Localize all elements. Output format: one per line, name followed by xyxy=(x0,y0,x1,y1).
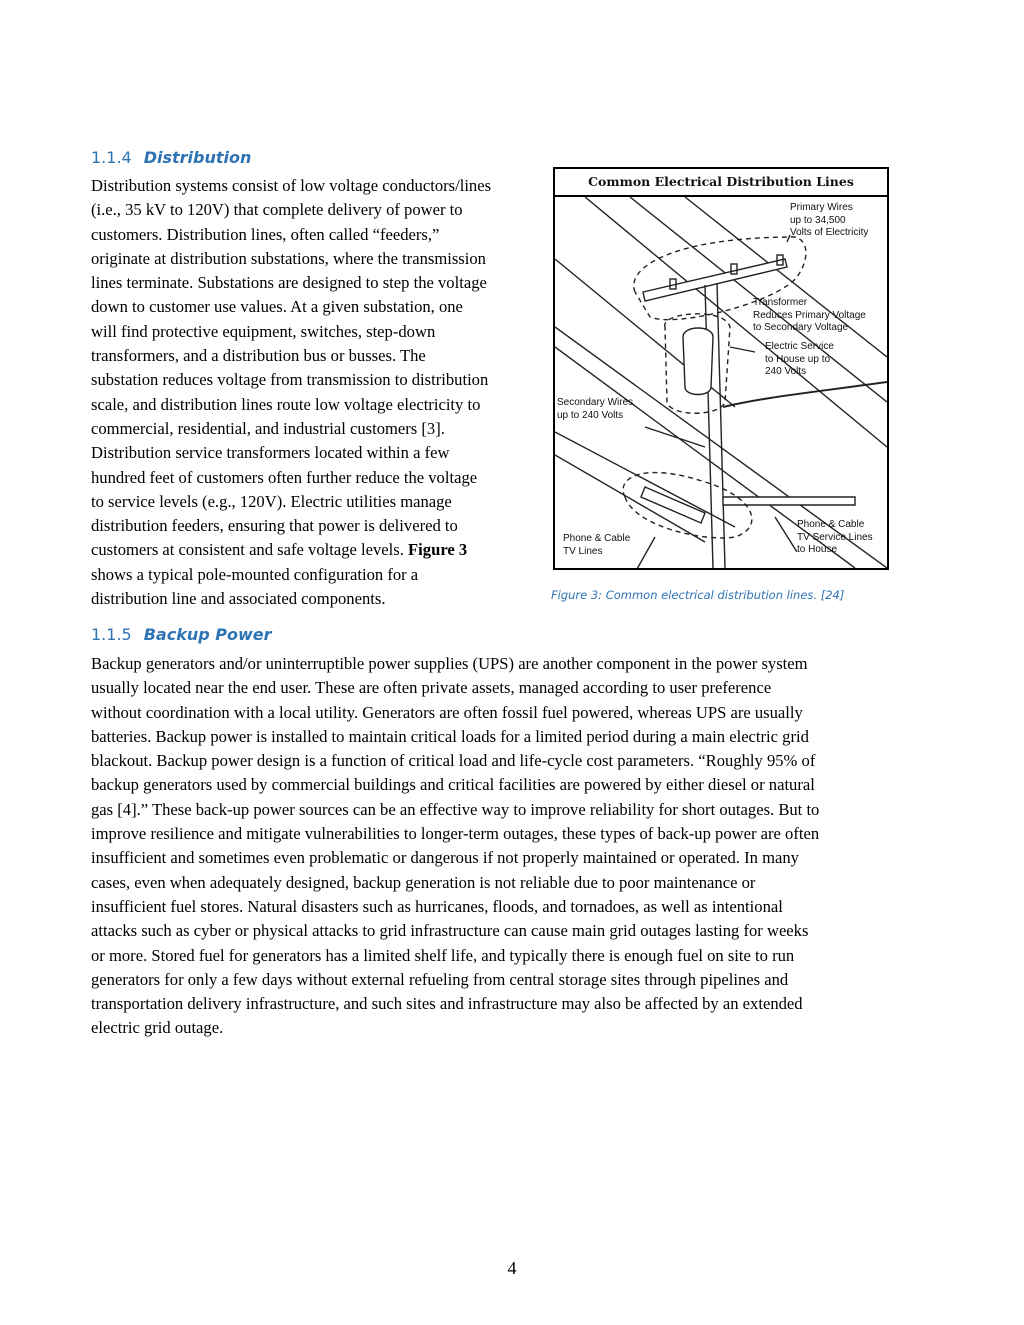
paragraph-line: Distribution systems consist of low voltage conductors/lines xyxy=(91,176,492,195)
paragraph-line: distribution line and associated components. xyxy=(91,589,386,609)
figure-title: Common Electrical Distribution Lines xyxy=(553,167,889,197)
paragraph-line: insufficient fuel stores. Natural disasters such as hurricanes, floods, and tornadoes, as well as intentional xyxy=(91,896,783,916)
paragraph-line xyxy=(91,538,491,562)
paragraph-line: (i.e., 35 kV to 120V) that complete delivery of power to xyxy=(91,200,463,220)
paragraph-line: blackout. Backup power design is a function of critical load and life-cycle cost parameters. “Roughly 95% of xyxy=(91,751,816,771)
paragraph-line: backup generators used by commercial buildings and critical facilities are powered by either diesel or natural xyxy=(91,775,815,795)
paragraph-line: Distribution service transformers located within a few xyxy=(91,443,450,463)
paragraph-line: customers. Distribution lines, often called “feeders,” xyxy=(91,224,440,244)
paragraph-line: distribution feeders, ensuring that power is delivered to xyxy=(91,516,458,536)
label-electric-service: Electric Service to House up to 240 Volts xyxy=(765,341,834,377)
paragraph-line: insufficient and sometimes even problematic or dangerous if not properly maintained or operated. In many xyxy=(91,848,799,868)
line-text: customers at consistent and safe voltage levels. xyxy=(91,540,409,560)
paragraph-line: transformers, and a distribution bus or busses. The xyxy=(91,346,426,366)
pole-diagram xyxy=(555,197,887,568)
label-phone-cable-tv: Phone & Cable TV Lines xyxy=(563,533,631,557)
paragraph-line: Backup generators and/or uninterruptible power supplies (UPS) are another component in the power system xyxy=(91,654,808,673)
section-number: 1.1.5 xyxy=(91,625,132,644)
paragraph-line: will find protective equipment, switches, step-down xyxy=(91,321,436,341)
paragraph-line: shows a typical pole-mounted configuration for a xyxy=(91,564,419,584)
paragraph-line: electric grid outage. xyxy=(91,1018,224,1038)
figure-illustration xyxy=(553,197,889,570)
page-number: 4 xyxy=(507,1258,517,1278)
paragraph-line: commercial, residential, and industrial customers [3]. xyxy=(91,418,445,438)
paragraph-line: originate at distribution substations, where the transmission xyxy=(91,248,486,268)
paragraph-line: hundred feet of customers often further reduce the voltage xyxy=(91,467,478,487)
label-primary-wires: Primary Wires up to 34,500 Volts of Electricity xyxy=(790,202,869,238)
paragraph-line: without coordination with a local utility. Generators are often fossil fuel powered, whereas UPS are usually xyxy=(91,702,803,722)
section-number: 1.1.4 xyxy=(91,148,132,167)
distribution-paragraph xyxy=(91,174,491,611)
paragraph-line: scale, and distribution lines route low voltage electricity to xyxy=(91,394,481,414)
label-phone-cable-service: Phone & Cable TV Service Lines to House xyxy=(797,519,873,555)
paragraph-line: attacks such as cyber or physical attacks to grid infrastructure can cause main grid outages lasting for weeks xyxy=(91,921,809,941)
paragraph-line: usually located near the end user. These are often private assets, managed according to user preference xyxy=(91,678,772,698)
paragraph-line: batteries. Backup power is installed to maintain critical loads for a limited period during a main electric grid xyxy=(91,726,809,746)
figure-caption: Figure 3: Common electrical distribution lines. [24] xyxy=(551,588,845,602)
section-heading-backup-power xyxy=(91,625,272,644)
label-secondary-wires: Secondary Wires up to 240 Volts xyxy=(557,397,634,421)
section-title: Distribution xyxy=(143,148,252,167)
paragraph-line: or more. Stored fuel for generators has a limited shelf life, and typically there is enough fuel on site to run xyxy=(91,945,795,965)
section-heading-distribution xyxy=(91,148,251,167)
figure-reference: Figure 3 xyxy=(408,540,468,560)
figure-distribution-lines xyxy=(553,167,889,570)
paragraph-line: substation reduces voltage from transmission to distribution xyxy=(91,370,489,390)
paragraph-line: cases, even when adequately designed, backup generation is not reliable due to poor maintenance or xyxy=(91,872,756,892)
paragraph-line: lines terminate. Substations are designed to step the voltage xyxy=(91,273,487,293)
paragraph-line: transportation delivery infrastructure, and such sites and infrastructure may also be affected by an extended xyxy=(91,994,803,1014)
paragraph-line: down to customer use values. At a given substation, one xyxy=(91,297,463,317)
paragraph-line: to service levels (e.g., 120V). Electric utilities manage xyxy=(91,491,452,511)
label-transformer: Transformer Reduces Primary Voltage to Secondary Voltage xyxy=(753,297,866,333)
paragraph-line: improve resilience and mitigate vulnerabilities to longer-term outages, these types of back-up power are often xyxy=(91,824,820,844)
paragraph-line: gas [4].” These back-up power sources can be an effective way to improve reliability for short outages. But to xyxy=(91,799,820,819)
paragraph-line: generators for only a few days without external refueling from central storage sites through pipelines and xyxy=(91,969,789,989)
section-title: Backup Power xyxy=(143,625,272,644)
backup-power-paragraph xyxy=(91,652,819,1041)
